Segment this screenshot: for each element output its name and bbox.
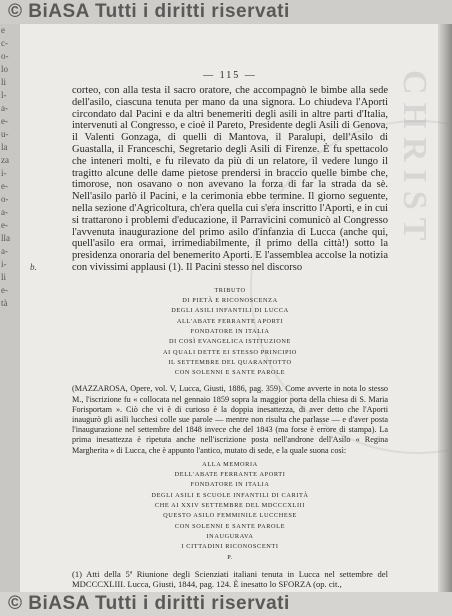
page-number: — 115 —	[203, 70, 257, 81]
adjacent-page-fragment: e-	[1, 285, 8, 295]
inscription-line: CHE AI XXIV SETTEMBRE DEL MDCCCXLIII	[154, 502, 306, 510]
inscription-line: QUESTO ASILO FEMMINILE LUCCHESE	[163, 512, 297, 520]
note-paragraph: (MAZZAROSA, Opere, vol. V, Lucca, Giusti, 1886, pag. 359). Come avverte in nota lo stesso M., l'iscrizione fu « collocata nel gennaio 1859 sopra la maggior porta della chiesa di S. Maria Forisportam ». Ciò che vi è di curioso è la doppia inesattezza, di aver detto che l'Aporti inaugurò gli asili lucchesi colle sue parole — mentre non risulta che parlasse — e d'aver posta l'inaugurazione nel settembre del 1848 invece che del 1843 (ma forse è errore di stampa). La prima inesattezza è ripetuta anche nell'iscrizione posta nell'androne dell'Asilo « Regina Margherita » di Lucca, che è appunto l'antico, mutato di sede, e la quale suona così:	[72, 384, 388, 455]
adjacent-page-fragment: e	[1, 25, 5, 35]
footnote	[72, 569, 388, 590]
adjacent-page-fragment: o-	[1, 51, 9, 61]
adjacent-page-fragment: la	[1, 142, 8, 152]
main-text	[72, 85, 388, 274]
inscription-line: AI QUALI DETTE EI STESSO PRINCIPIO	[163, 348, 297, 356]
inscription-line: CON SOLENNI E SANTE PAROLE	[174, 522, 286, 530]
adjacent-page-fragment: a-	[1, 103, 8, 113]
adjacent-page-fragment: o-	[1, 194, 9, 204]
adjacent-page-fragment: za	[1, 155, 9, 165]
adjacent-page-fragment: e-	[1, 220, 8, 230]
adjacent-page-fragment: lo	[1, 64, 9, 74]
inscription-line: DI PIETÀ E RICONOSCENZA	[182, 297, 278, 305]
inscription-line: DEGLI ASILI INFANTILI DI LUCCA	[171, 307, 289, 315]
inscription-line: IL SETTEMBRE DEL QUARANTOTTO	[168, 358, 292, 366]
footnote-paragraph: (1) Atti della 5ª Riunione degli Scienziati italiani tenuta in Lucca nel settembre del MDCCCXLIII. Lucca, Giusti, 1844, pag. 124. È inesatto lo SFORZA (op. cit.,	[72, 568, 388, 590]
inscription-line: ALLA MEMORIA	[202, 460, 258, 468]
watermark-top: © BiASA Tutti i diritti riservati	[0, 0, 452, 24]
main-paragraph: corteo, con alla testa il sacro oratore, che accompagnò le bimbe alla sede dell'asilo, ciascuna tenuta per mano da una signora. Lo chiudeva l'Aporti circondato dal Pacini e da altri benemeriti degli asili in altre parti d'Italia, intervenuti al Congresso, e cioè il Pareto, Presidente degli Asili di Genova, il Valenti Gonzaga, di quelli di Mantova, il Paralupi, dell'Asilo di Guastalla, il Franceschi, Segretario degli Asili di Firenze. È fu spettacolo che inteneri molti, e fu rilevato da più di un relatore, il vedere lungo il tragitto alcune delle dame pietose prendersi in braccio quelle bimbe che, timorose, non osavano o non avevano la forza di far la strada da sè. Nell'asilo parlò il Pacini, e la cerimonia ebbe termine. Il giorno seguente, nella sezione d'Agricoltura, ch'era quella cui s'era inscritto l'Aporti, e in cui si trattarono i problemi d'educazione, il Parravicini comunicò al Congresso l'avvenuta inaugurazione del primo asilo d'infanzia di Lucca (anche qui, quell'asilo era ormai, irrimediabilmente, il primo della città!) sotto la presidenza onoraria del benemerito Aporti. E l'assemblea accolse la notizia con vivissimi applausi (1). Il Pacini stesso nel discorso	[72, 85, 388, 273]
adjacent-page-fragment: tà	[1, 298, 8, 308]
inscription-line: FONDATORE IN ITALIA	[190, 481, 270, 489]
watermark-bottom: © BiASA Tutti i diritti riservati	[0, 592, 452, 616]
inscription-line: CON SOLENNI E SANTE PAROLE	[174, 369, 286, 377]
inscription-line: DEGLI ASILI E SCUOLE INFANTILI DI CARITÀ	[151, 491, 309, 499]
page-content	[72, 70, 388, 590]
adjacent-page-fragment: u-	[1, 129, 9, 139]
pencil-mark: b.	[30, 262, 37, 272]
inscription-line: ALL'ABATE FERRANTE APORTI	[176, 317, 284, 325]
inscription-memoria	[72, 460, 388, 563]
inscription-line: INAUGURAVA	[206, 532, 254, 540]
inscription-tributo	[72, 286, 388, 379]
inscription-line: DELL'ABATE FERRANTE APORTI	[174, 471, 286, 479]
adjacent-page-fragment: a-	[1, 207, 8, 217]
inscription-line: TRIBUTO	[214, 286, 246, 294]
adjacent-page-fragment: lla	[1, 233, 10, 243]
adjacent-page-fragment: e-	[1, 181, 8, 191]
adjacent-page-fragment: a-	[1, 246, 8, 256]
adjacent-page-strip	[0, 24, 20, 592]
adjacent-page-fragment: li	[1, 77, 7, 87]
adjacent-page-fragment: l-	[1, 90, 7, 100]
adjacent-page-fragment: c-	[1, 38, 8, 48]
inscription-line: P.	[227, 553, 233, 561]
inscription-line: DI COSÌ EVANGELICA ISTITUZIONE	[169, 338, 291, 346]
adjacent-page-fragment: li	[1, 272, 7, 282]
inscription-line: FONDATORE IN ITALIA	[190, 327, 270, 335]
adjacent-page-fragment: e-	[1, 116, 8, 126]
quoted-note	[72, 384, 388, 455]
adjacent-page-fragment: i-	[1, 259, 7, 269]
library-stamp-text: CHRIST	[396, 70, 433, 249]
adjacent-page-fragment: i-	[1, 168, 7, 178]
inscription-line: I CITTADINI RICONOSCENTI	[181, 543, 279, 551]
